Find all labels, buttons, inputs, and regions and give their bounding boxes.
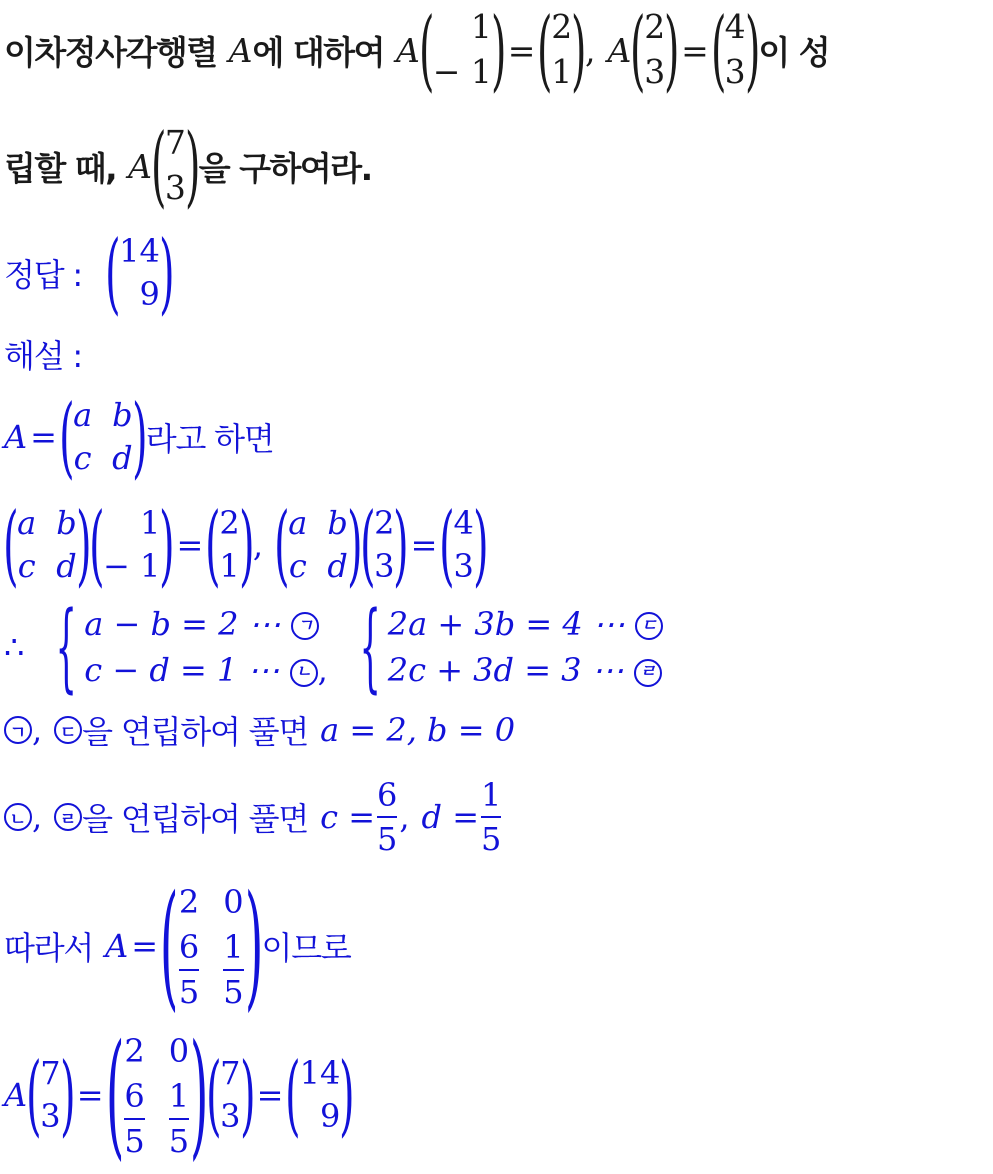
final-matrix: ( 2 0 $\frac{6}{5}$ $\frac{1}{5}$ ) — [105, 1016, 209, 1174]
solution-label: 해설 : — [4, 337, 82, 375]
solve-step-2: ㄴ , ㄹ 을 연립하여 풀면 c = $\frac{6}{5}$ , d = $\frac{1}{5}$ — [4, 772, 503, 862]
matrix-abcd: ( a b c d ) — [59, 385, 147, 488]
matrix-symbol: A — [128, 146, 153, 186]
answer-vector: ( 14 9 ) — [105, 221, 174, 324]
question-text: 이 성 — [758, 32, 830, 72]
solution-final: A ( 7 3 ) = ( 2 0 $\frac{6}{5}$ $\frac{1}{5}$ ) ( 7 3 ) = ( 14 9 ) — [4, 1016, 355, 1174]
vector-3: ( 2 3 ) — [630, 0, 680, 101]
solution-setup: A = ( a b c d ) 라고 하면 — [4, 385, 274, 488]
vector-2: ( 2 1 ) — [537, 0, 586, 101]
vector-5: ( 7 3 ) — [151, 114, 200, 217]
solve-step-1: ㄱ , ㄷ 을 연립하여 풀면 a = 2, b = 0 — [4, 708, 515, 752]
circled-mark: ㄹ — [634, 659, 662, 687]
circled-mark: ㄷ — [635, 612, 663, 640]
vector-1: ( 1 − 1 ) — [418, 0, 506, 101]
matrix-abcd: ( a b c d ) — [274, 493, 362, 596]
final-matrix: ( 2 0 $\frac{6}{5}$ $\frac{1}{5}$ ) — [159, 867, 263, 1025]
vector-4: ( 4 3 ) — [710, 0, 760, 101]
question-text: 이차정사각행렬 — [4, 32, 217, 72]
solution-products: ( a b c d ) ( 1 − 1 ) = ( 2 1 ) , ( a b c d ) ( 2 3 ) = ( 4 3 ) — [3, 493, 488, 596]
matrix-symbol: A — [228, 30, 253, 70]
matrix-abcd: ( a b c d ) — [3, 493, 91, 596]
final-answer-vector: ( 14 9 ) — [285, 1043, 355, 1146]
answer-label: 정답 : — [4, 256, 82, 294]
question-line-2 — [4, 114, 372, 217]
solution-label-line — [4, 332, 82, 376]
system-1: a − b = 2 ⋯ ㄱ c − d = 1 ⋯ ㄴ , — [84, 604, 328, 689]
question-text: 에 대하여 — [252, 32, 385, 72]
circled-mark: ㄱ — [291, 612, 319, 640]
solution-matrix-result: 따라서 A = ( 2 0 $\frac{6}{5}$ $\frac{1}{5}$ ) 이므로 — [4, 867, 351, 1025]
question-text: 을 구하여라. — [198, 148, 372, 188]
question-line-1: 이차정사각행렬 A 에 대하여 A ( 1 − 1 ) = ( 2 1 ) , A ( 2 3 ) = ( 4 3 ) 이 성 — [4, 0, 830, 101]
matrix-symbol: A — [607, 30, 632, 70]
solution-systems: ∴ { a − b = 2 ⋯ ㄱ c − d = 1 ⋯ ㄴ , { 2a + 3b = 4 ⋯ ㄷ 2c + 3d = 3 ⋯ ㄹ — [4, 604, 663, 690]
answer-line — [4, 221, 174, 324]
circled-mark: ㄴ — [290, 659, 318, 687]
system-2: 2a + 3b = 4 ⋯ ㄷ 2c + 3d = 3 ⋯ ㄹ — [388, 601, 663, 694]
therefore-symbol: ∴ — [4, 628, 25, 666]
matrix-symbol: A — [396, 30, 420, 70]
question-text: 립할 때, — [4, 148, 117, 188]
